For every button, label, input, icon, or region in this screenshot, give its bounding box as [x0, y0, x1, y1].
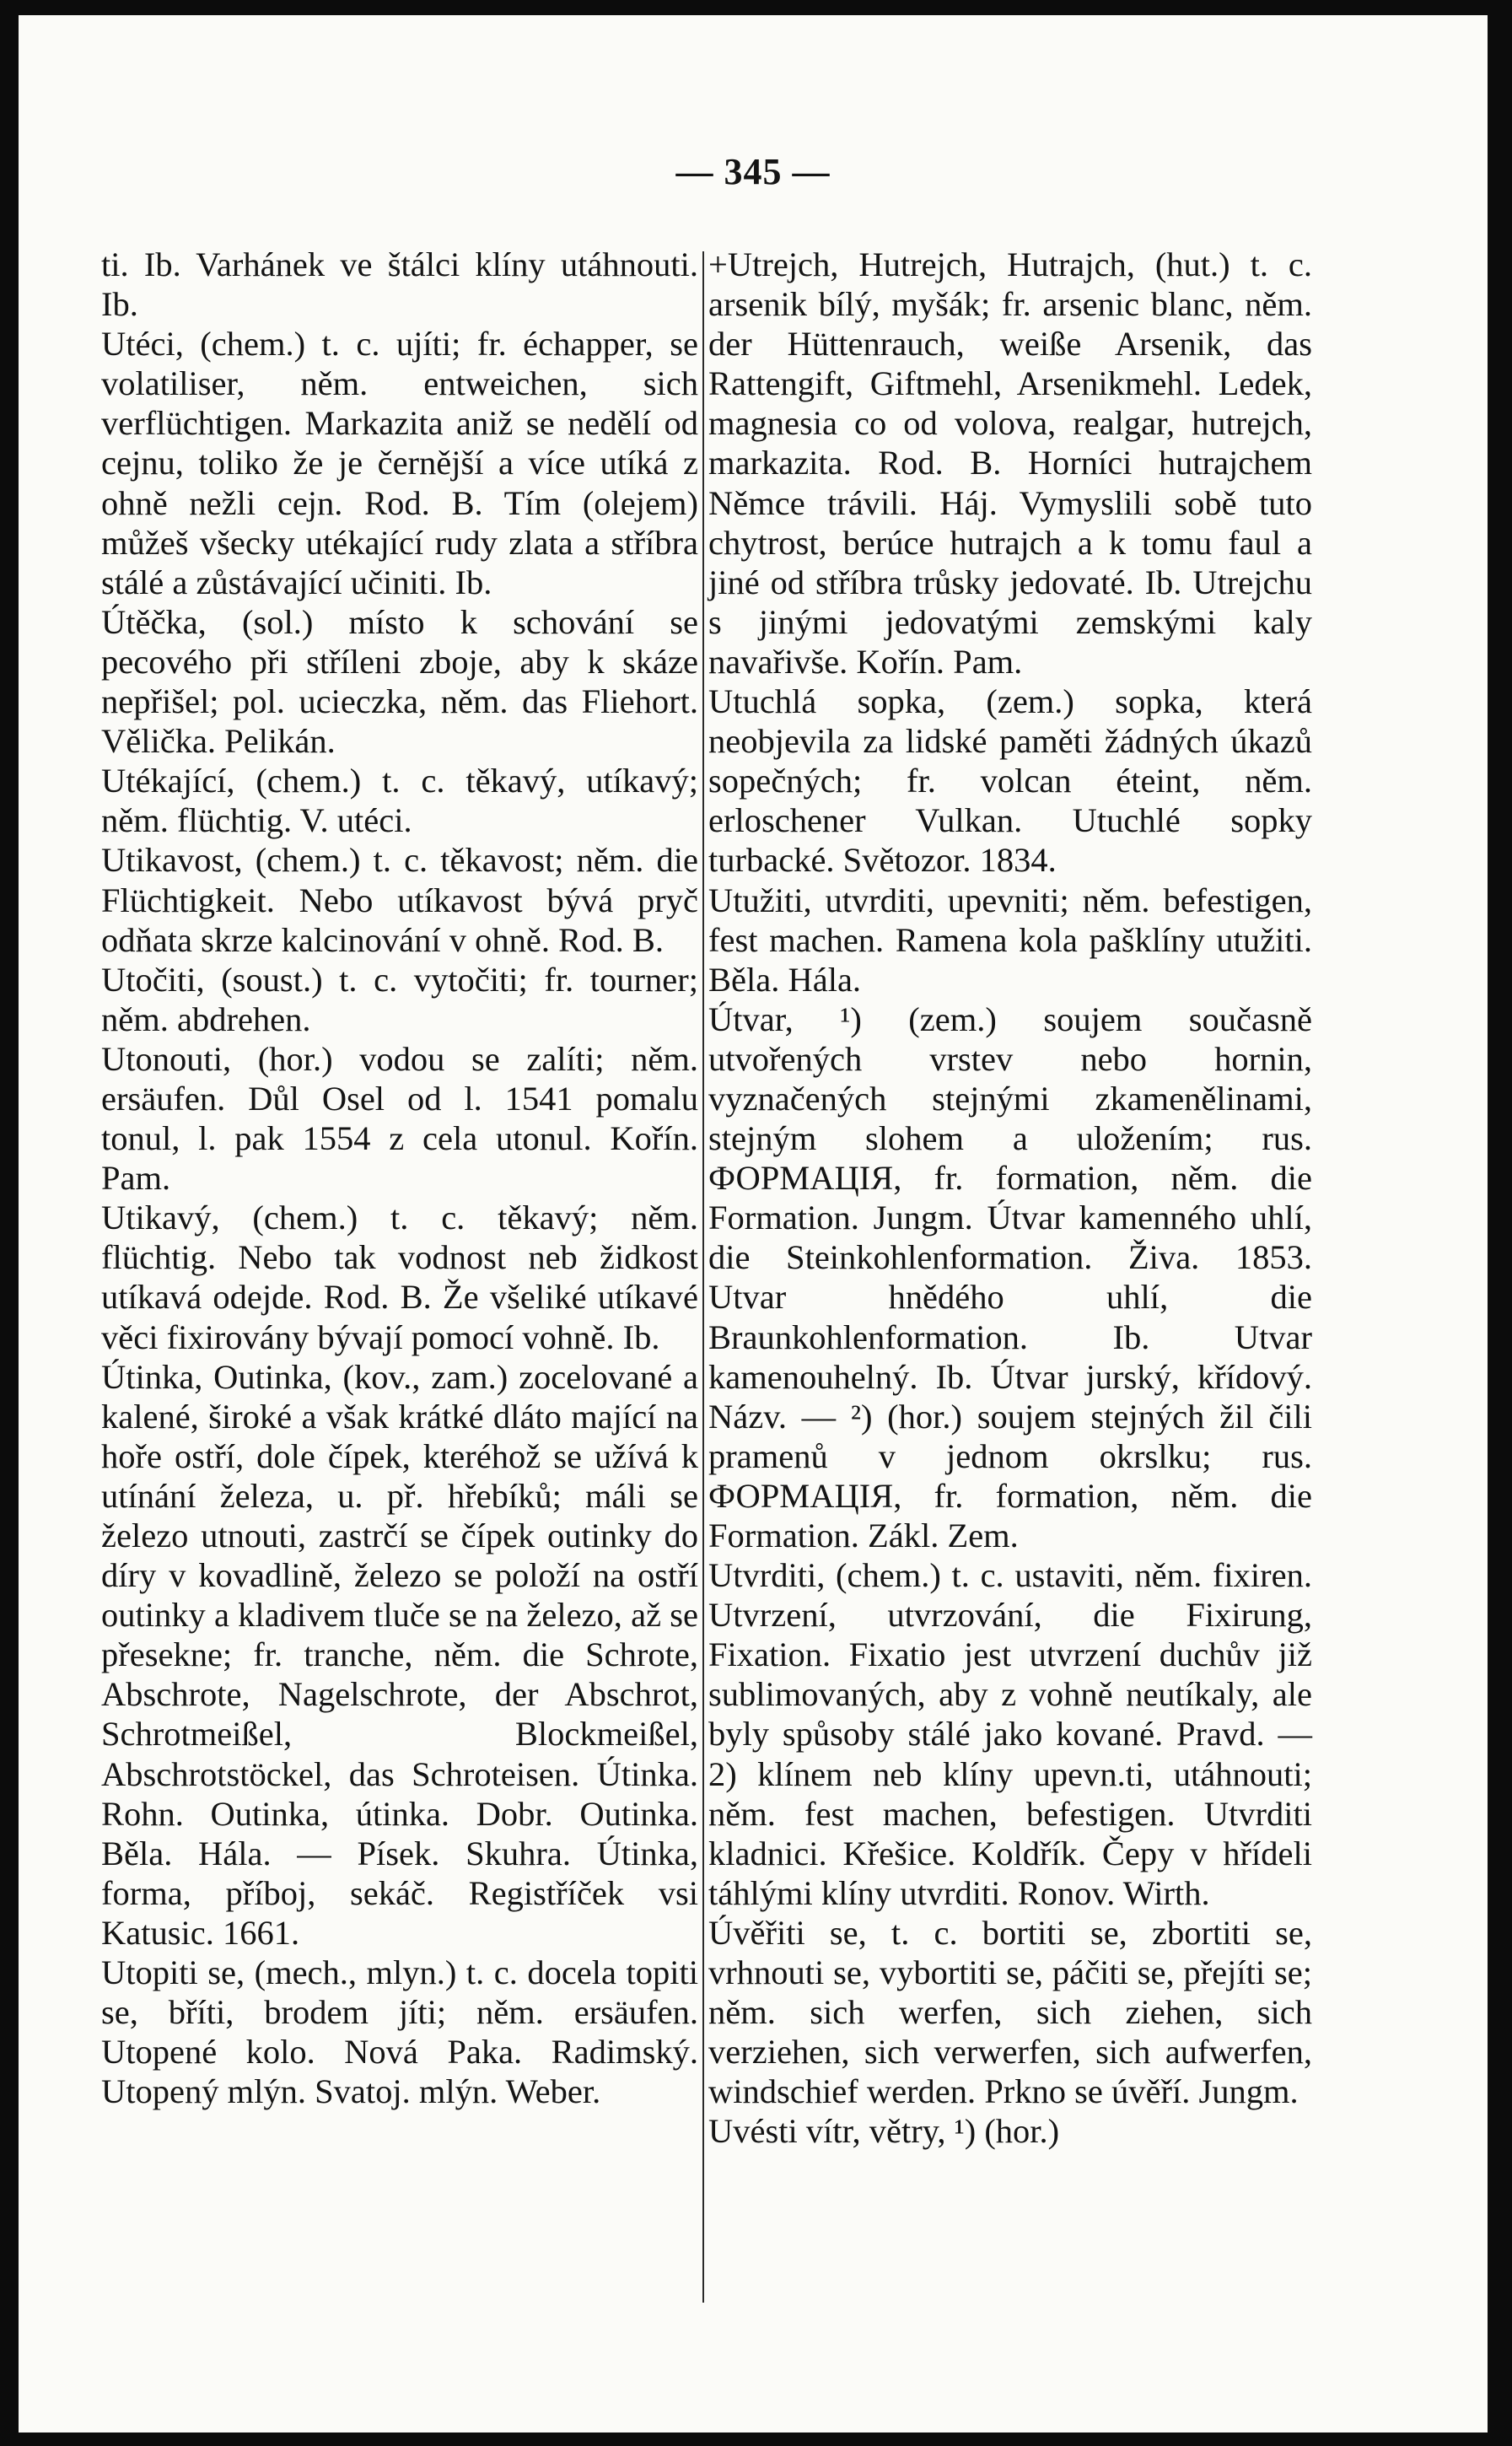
right-column: [708, 245, 1312, 2152]
entry-uveriti-se: Úvěřiti se, t. c. bortiti se, zbortiti se, vrhnouti se, vybortiti se, páčiti se, přejíti se; něm. sich werfen, sich ziehen, sich verziehen, sich verwerfen, sich aufwerfen, windschief werden. Prkno se úvěří. Jungm.: [708, 1913, 1312, 2111]
left-column: [101, 245, 698, 2111]
entry-utuziti: Utužiti, utvrditi, upevniti; něm. befestigen, fest machen. Ramena kola pašklíny utužiti. Běla. Hála.: [708, 881, 1312, 999]
entry-continuation-ib: ti. Ib. Varhánek ve štálci klíny utáhnouti. Ib.: [101, 245, 698, 324]
column-divider: [702, 251, 704, 2303]
entry-utociti: Utočiti, (soust.) t. c. vytočiti; fr. tourner; něm. abdrehen.: [101, 960, 698, 1038]
page-number: — 345 —: [675, 151, 831, 192]
entry-utikavy: Utikavý, (chem.) t. c. těkavý; něm. flüchtig. Nebo tak vodnost neb židkost utíkavá odejde. Rod. B. Že všeliké utíkavé věci fixirovány bývají pomocí vohně. Ib.: [101, 1199, 698, 1356]
entry-utrejch: +Utrejch, Hutrejch, Hutrajch, (hut.) t. c. arsenik bílý, myšák; fr. arsenic blanc, něm. der Hüttenrauch, weiße Arsenik, das Rattengift, Giftmehl, Arsenikmehl. Ledek, magnesia co od volova, realgar, hutrejch, markazita. Rod. B. Horníci hutrajchem Němce trávili. Háj. Vymyslili sobě tuto chytrost, berúce hutrajch a k tomu faul a jiné od stříbra trůsky jedovaté. Ib. Utrejchu s jinými jedovatými zemskými kaly navařivše. Kořín. Pam.: [708, 245, 1312, 681]
dictionary-page: [19, 15, 1488, 2433]
entry-utonouti: Utonouti, (hor.) vodou se zalíti; něm. ersäufen. Důl Osel od l. 1541 pomalu tonul, l. pak 1554 z cela utonul. Kořín. Pam.: [101, 1039, 698, 1198]
entry-utuchla-sopka: Utuchlá sopka, (zem.) sopka, která neobjevila za lidské paměti žádných úkazů sopečných; fr. volcan éteint, něm. erloschener Vulkan. Utuchlé sopky turbacké. Světozor. 1834.: [708, 682, 1312, 880]
entry-utopiti-se: Utopiti se, (mech., mlyn.) t. c. docela topiti se, bříti, brodem jíti; něm. ersäufen. Utopené kolo. Nová Paka. Radimský. Utopený mlýn. Svatoj. mlýn. Weber.: [101, 1953, 698, 2111]
entry-utvar: Útvar, ¹) (zem.) soujem současně utvořených vrstev nebo hornin, vyznačených stejnými zkamenělinami, stejným slohem a uložením; rus. ФОРМАЦІЯ, fr. formation, něm. die Formation. Jungm. Útvar kamenného uhlí, die Steinkohlenformation. Živa. 1853. Utvar hnědého uhlí, die Braunkohlenformation. Ib. Utvar kamenouhelný. Ib. Útvar jurský, křídový. Názv. — ²) (hor.) soujem stejných žil čili pramenů v jednom okrslku; rus. ФОРМАЦІЯ, fr. formation, něm. die Formation. Zákl. Zem.: [708, 999, 1312, 1554]
entry-uteci: Utéci, (chem.) t. c. ujíti; fr. échapper, se volatiliser, něm. entweichen, sich verflüchtigen. Markazita aniž se nedělí od cejnu, toliko že je černější a více utíká z ohně nežli cejn. Rod. B. Tím (olejem) můžeš všecky utékající rudy zlata a stříbra stálé a zůstávající učiniti. Ib.: [101, 325, 698, 601]
entry-utinka: Útinka, Outinka, (kov., zam.) zocelované a kalené, široké a však krátké dláto mající na hoře ostří, dole čípek, kteréhož se užívá k utínání železa, u. př. hřebíků; máli se železo utnouti, zastrčí se čípek outinky do díry v kovadlině, železo se položí na ostří outinky a kladivem tluče se na železo, až se přesekne; fr. tranche, něm. die Schrote, Abschrote, Nagelschrote, der Abschrot, Schrotmeißel, Blockmeißel, Abschrotstöckel, das Schroteisen. Útinka. Rohn. Outinka, útinka. Dobr. Outinka. Běla. Hála. — Písek. Skuhra. Útinka, forma, příboj, sekáč. Registříček vsi Katusic. 1661.: [101, 1357, 698, 1952]
entry-uvesti-vitr: Uvésti vítr, větry, ¹) (hor.): [708, 2112, 1060, 2151]
entry-utvrditi: Utvrditi, (chem.) t. c. ustaviti, něm. fixiren. Utvrzení, utvrzování, die Fixirung, Fixation. Fixatio jest utvrzení duchův již sublimovaných, aby z vohně neutíkaly, ale byly spůsoby stálé jako kované. Pravd. — 2) klínem neb klíny upevn.ti, utáhnouti; něm. fest machen, befestigen. Utvrditi kladnici. Křešice. Koldřík. Čepy v hřídeli táhlými klíny utvrditi. Ronov. Wirth.: [708, 1556, 1312, 1912]
entry-utikavost: Utikavost, (chem.) t. c. těkavost; něm. die Flüchtigkeit. Nebo utíkavost bývá pryč odňata skrze kalcinování v ohně. Rod. B.: [101, 841, 698, 959]
entry-utecka: Útěčka, (sol.) místo k schování se pecového při stříleni zboje, aby k skáze nepřišel; pol. ucieczka, něm. das Fliehort. Vělička. Pelikán.: [101, 602, 698, 761]
entry-utekajici: Utékající, (chem.) t. c. těkavý, utíkavý; něm. flüchtig. V. utéci.: [101, 762, 698, 840]
